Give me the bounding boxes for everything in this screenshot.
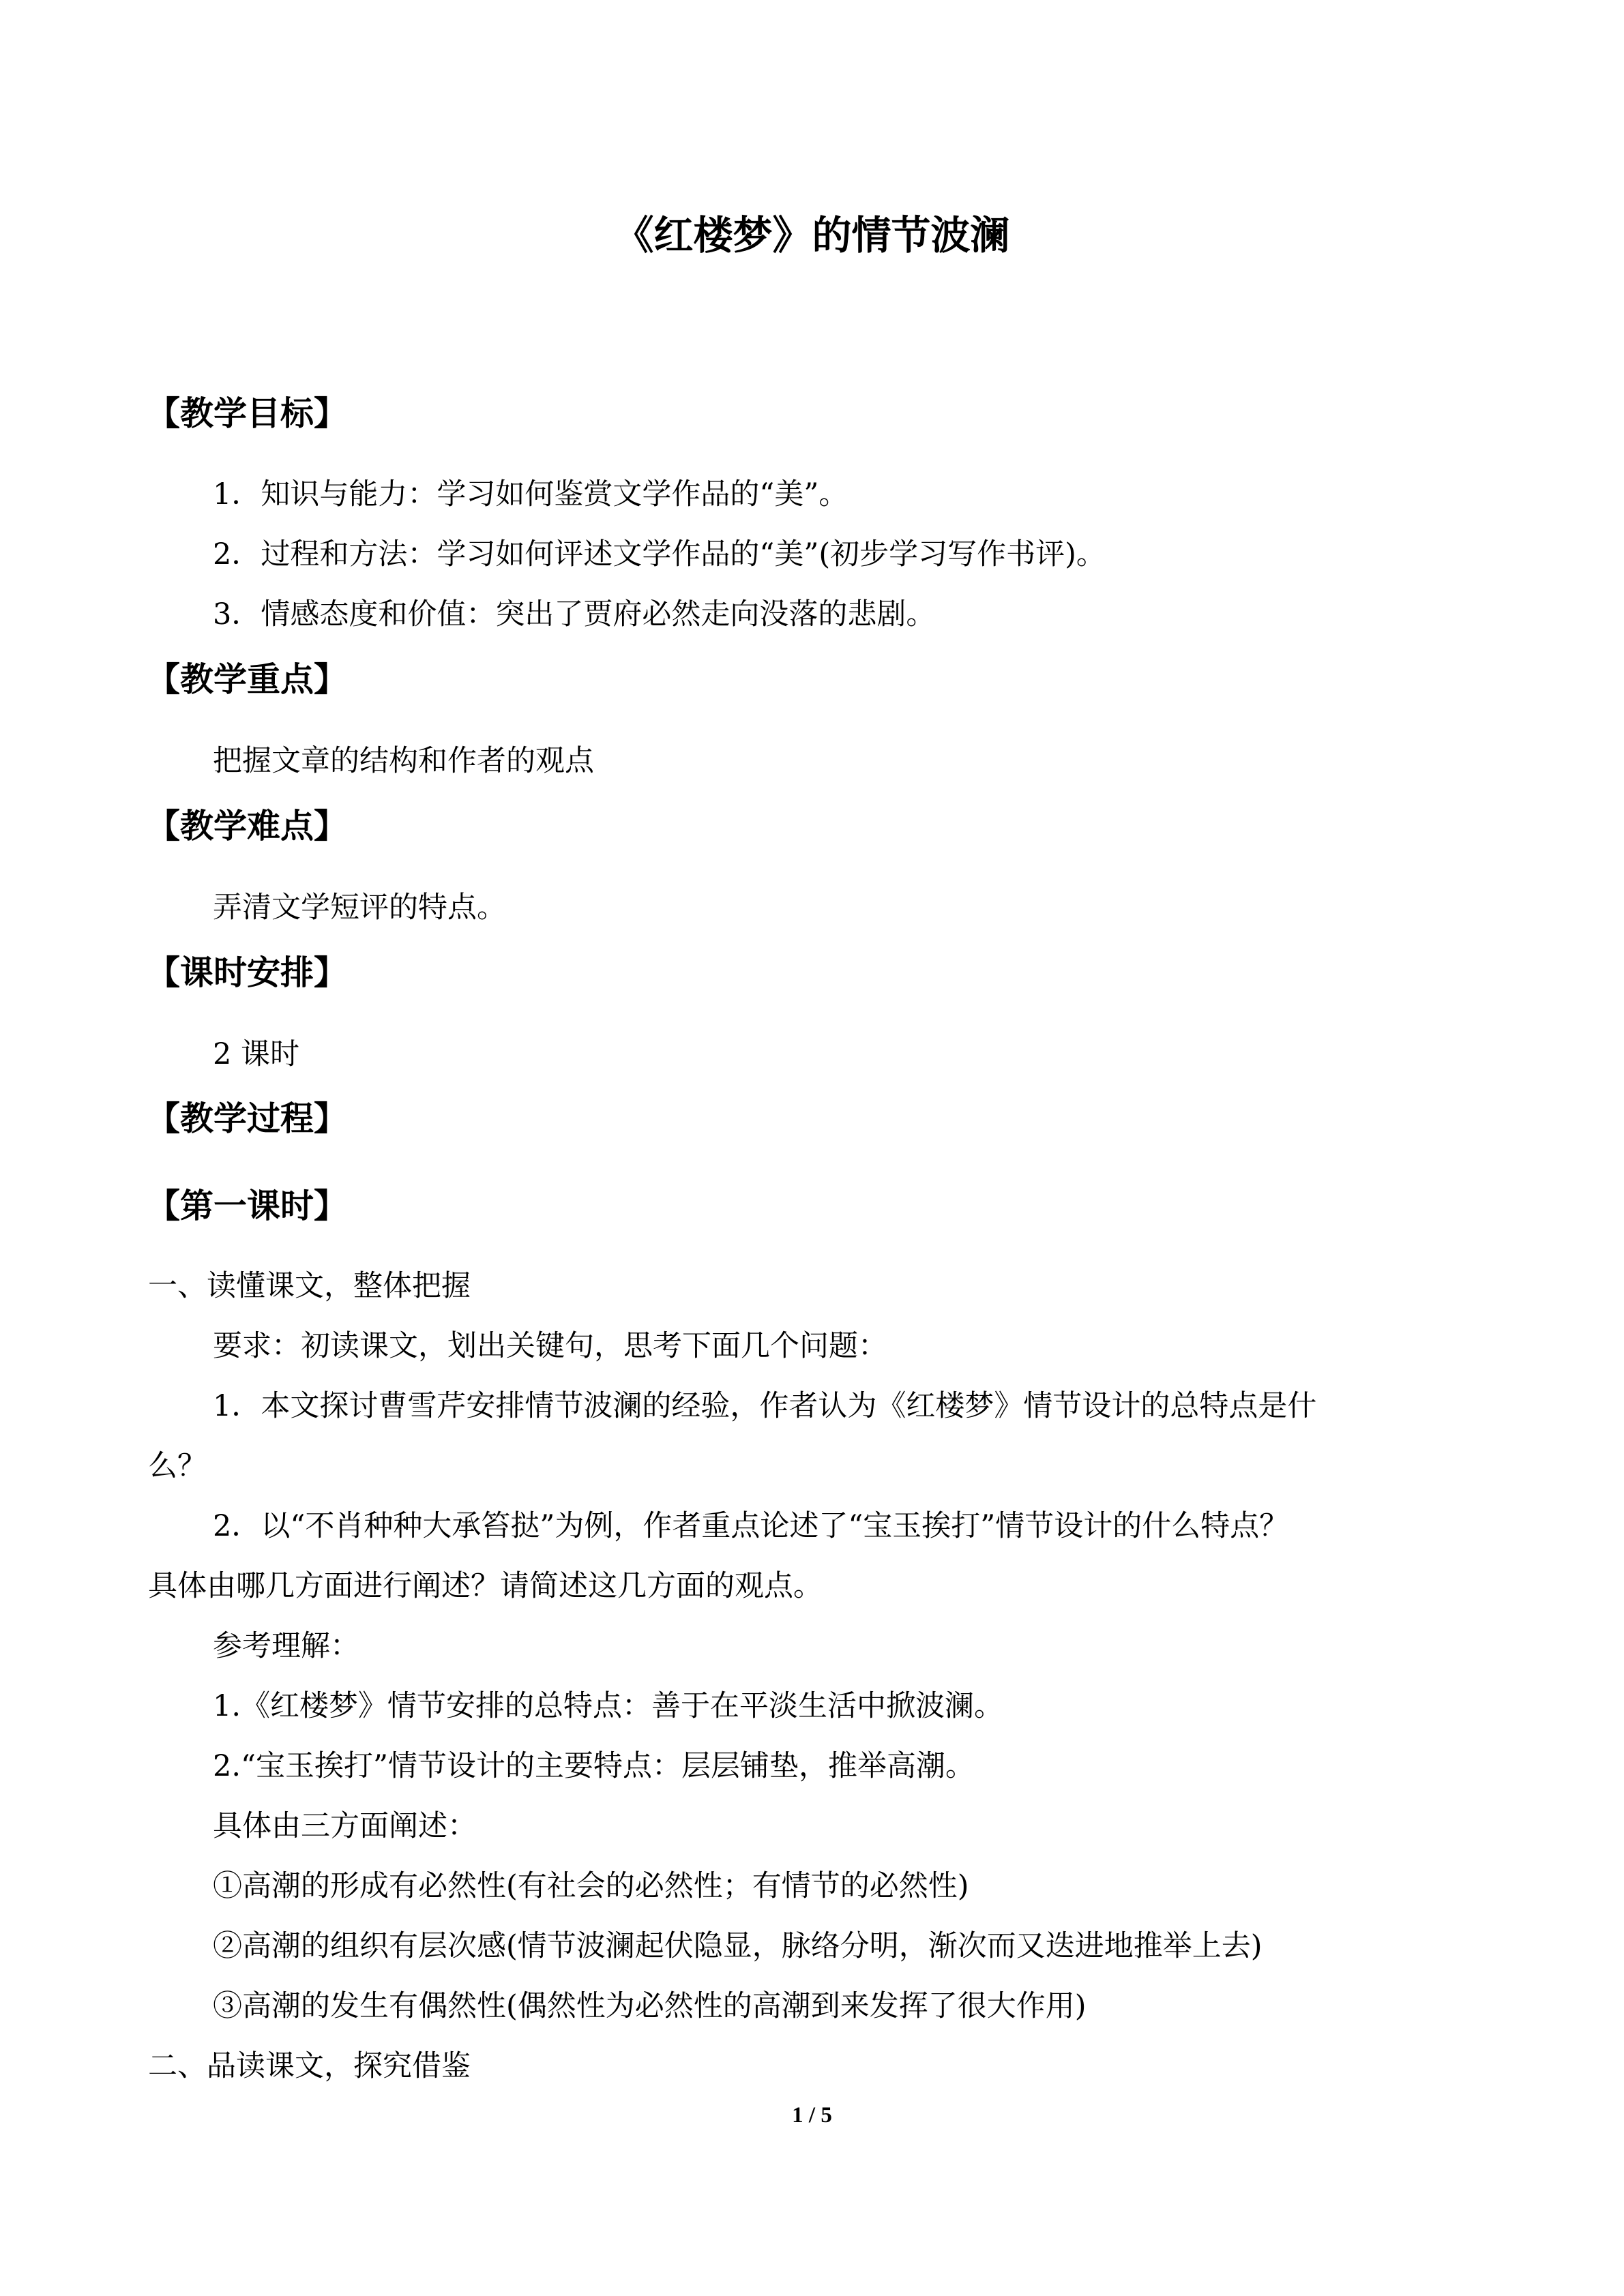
reference-item-4: ①高潮的形成有必然性(有社会的必然性；有情节的必然性) xyxy=(213,1869,969,1903)
reference-item-3: 具体由三方面阐述： xyxy=(213,1809,477,1843)
requirement-text: 要求：初读课文，划出关键句，思考下面几个问题： xyxy=(213,1329,887,1363)
heading-schedule: 【课时安排】 xyxy=(147,953,348,992)
reference-item-2: 2.“宝玉挨打”情节设计的主要特点：层层铺垫，推举高潮。 xyxy=(213,1749,975,1783)
reference-label: 参考理解： xyxy=(213,1629,359,1663)
key-points-text: 把握文章的结构和作者的观点 xyxy=(213,744,594,778)
goal-item-1: 1．知识与能力：学习如何鉴赏文学作品的“美”。 xyxy=(213,477,848,511)
part-two-title: 二、品读课文，探究借鉴 xyxy=(148,2049,471,2083)
page-number: 1 / 5 xyxy=(792,2103,832,2128)
part-one-title: 一、读懂课文，整体把握 xyxy=(148,1269,471,1303)
heading-difficulties: 【教学难点】 xyxy=(147,807,348,846)
reference-item-1: 1.《红楼梦》情节安排的总特点：善于在平淡生活中掀波澜。 xyxy=(213,1689,1004,1723)
heading-teaching-goals: 【教学目标】 xyxy=(147,394,348,433)
question-2-line-1: 2．以“不肖种种大承笞挞”为例，作者重点论述了“宝玉挨打”情节设计的什么特点？ xyxy=(213,1509,1289,1543)
goal-item-3: 3．情感态度和价值：突出了贾府必然走向没落的悲剧。 xyxy=(213,597,936,631)
heading-key-points: 【教学重点】 xyxy=(147,660,348,699)
schedule-text: 2 课时 xyxy=(213,1037,300,1071)
question-1-line-1: 1．本文探讨曹雪芹安排情节波澜的经验，作者认为《红楼梦》情节设计的总特点是什 xyxy=(213,1389,1317,1423)
question-1-line-2: 么？ xyxy=(148,1449,207,1483)
question-2-line-2: 具体由哪几方面进行阐述？请简述这几方面的观点。 xyxy=(148,1569,823,1603)
reference-item-5: ②高潮的组织有层次感(情节波澜起伏隐显，脉络分明，渐次而又迭进地推举上去) xyxy=(213,1929,1263,1963)
heading-lesson-one: 【第一课时】 xyxy=(147,1187,348,1225)
reference-item-6: ③高潮的发生有偶然性(偶然性为必然性的高潮到来发挥了很大作用) xyxy=(213,1989,1087,2023)
document-title: 《红楼梦》的情节波澜 xyxy=(614,212,1010,258)
difficulties-text: 弄清文学短评的特点。 xyxy=(213,891,506,925)
heading-process: 【教学过程】 xyxy=(147,1099,348,1138)
goal-item-2: 2．过程和方法：学习如何评述文学作品的“美”(初步学习写作书评)。 xyxy=(213,537,1106,571)
